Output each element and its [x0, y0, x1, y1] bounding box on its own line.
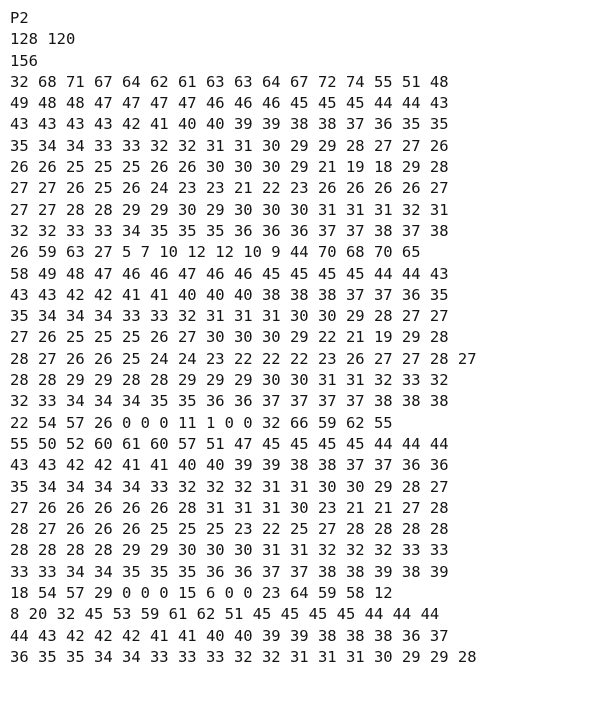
pixel-data-row: 36 35 35 34 34 33 33 33 32 32 31 31 31 30 29 29 28: [10, 647, 477, 666]
pixel-data-row: 44 43 42 42 42 41 41 40 40 39 39 38 38 38 36 37: [10, 626, 449, 645]
pixel-data-row: 28 27 26 26 26 25 25 25 23 22 25 27 28 28 28 28: [10, 520, 449, 539]
pixel-data-row: 32 68 71 67 64 62 61 63 63 64 67 72 74 55 51 48: [10, 72, 449, 91]
pixel-data-row: 32 33 34 34 34 35 35 36 36 37 37 37 37 38 38 38: [10, 392, 449, 411]
pixel-data-row: 28 28 28 28 29 29 30 30 30 31 31 32 32 32 33 33: [10, 541, 449, 560]
pixel-data-row: 49 48 48 47 47 47 47 46 46 46 45 45 45 44 44 43: [10, 94, 449, 113]
pixel-data-row: 27 26 25 25 25 26 27 30 30 30 29 22 21 19 29 28: [10, 328, 449, 347]
pixel-data-row: 8 20 32 45 53 59 61 62 51 45 45 45 45 44 44 44: [10, 605, 440, 624]
pixel-data-row: 26 59 63 27 5 7 10 12 12 10 9 44 70 68 70 65: [10, 243, 421, 262]
pixel-data-row: 58 49 48 47 46 46 47 46 46 45 45 45 45 44 44 43: [10, 264, 449, 283]
pixel-data-row: 35 34 34 34 34 33 32 32 32 31 31 30 30 29 28 27: [10, 477, 449, 496]
pixel-data-row: 18 54 57 29 0 0 0 15 6 0 0 23 64 59 58 12: [10, 584, 393, 603]
pixel-data-row: 43 43 43 43 42 41 40 40 39 39 38 38 37 36 35 35: [10, 115, 449, 134]
pixel-data-row: 22 54 57 26 0 0 0 11 1 0 0 32 66 59 62 55: [10, 413, 393, 432]
pixel-data-row: 28 28 29 29 28 28 29 29 29 30 30 31 31 32 33 32: [10, 371, 449, 390]
pgm-magic-number: P2: [10, 9, 29, 27]
pixel-data-row: 43 43 42 42 41 41 40 40 39 39 38 38 37 37 36 36: [10, 456, 449, 475]
pixel-data-row: 55 50 52 60 61 60 57 51 47 45 45 45 45 44 44 44: [10, 434, 449, 453]
pixel-data-row: 28 27 26 26 25 24 24 23 22 22 22 23 26 27 27 28 27: [10, 349, 477, 368]
pgm-max-value: 156: [10, 51, 38, 70]
pixel-data-row: 33 33 34 34 35 35 35 36 36 37 37 38 38 39 38 39: [10, 562, 449, 581]
pixel-data-row: 32 32 33 33 34 35 35 35 36 36 36 37 37 38 37 38: [10, 221, 449, 240]
pixel-data-row: 43 43 42 42 41 41 40 40 40 38 38 38 37 37 36 35: [10, 285, 449, 304]
pixel-data-row: 27 27 28 28 29 29 30 29 30 30 30 31 31 31 32 31: [10, 200, 449, 219]
pixel-data-row: 26 26 25 25 25 26 26 30 30 30 29 21 19 18 29 28: [10, 158, 449, 177]
pgm-dimensions: 128 120: [10, 30, 76, 49]
pixel-data-row: 35 34 34 34 33 33 32 31 31 31 30 30 29 28 27 27: [10, 307, 449, 326]
pixel-data-row: 35 34 34 33 33 32 32 31 31 30 29 29 28 27 27 26: [10, 136, 449, 155]
pixel-data-row: 27 26 26 26 26 26 28 31 31 31 30 23 21 21 27 28: [10, 498, 449, 517]
pixel-data-row: 27 27 26 25 26 24 23 23 21 22 23 26 26 26 26 27: [10, 179, 449, 198]
